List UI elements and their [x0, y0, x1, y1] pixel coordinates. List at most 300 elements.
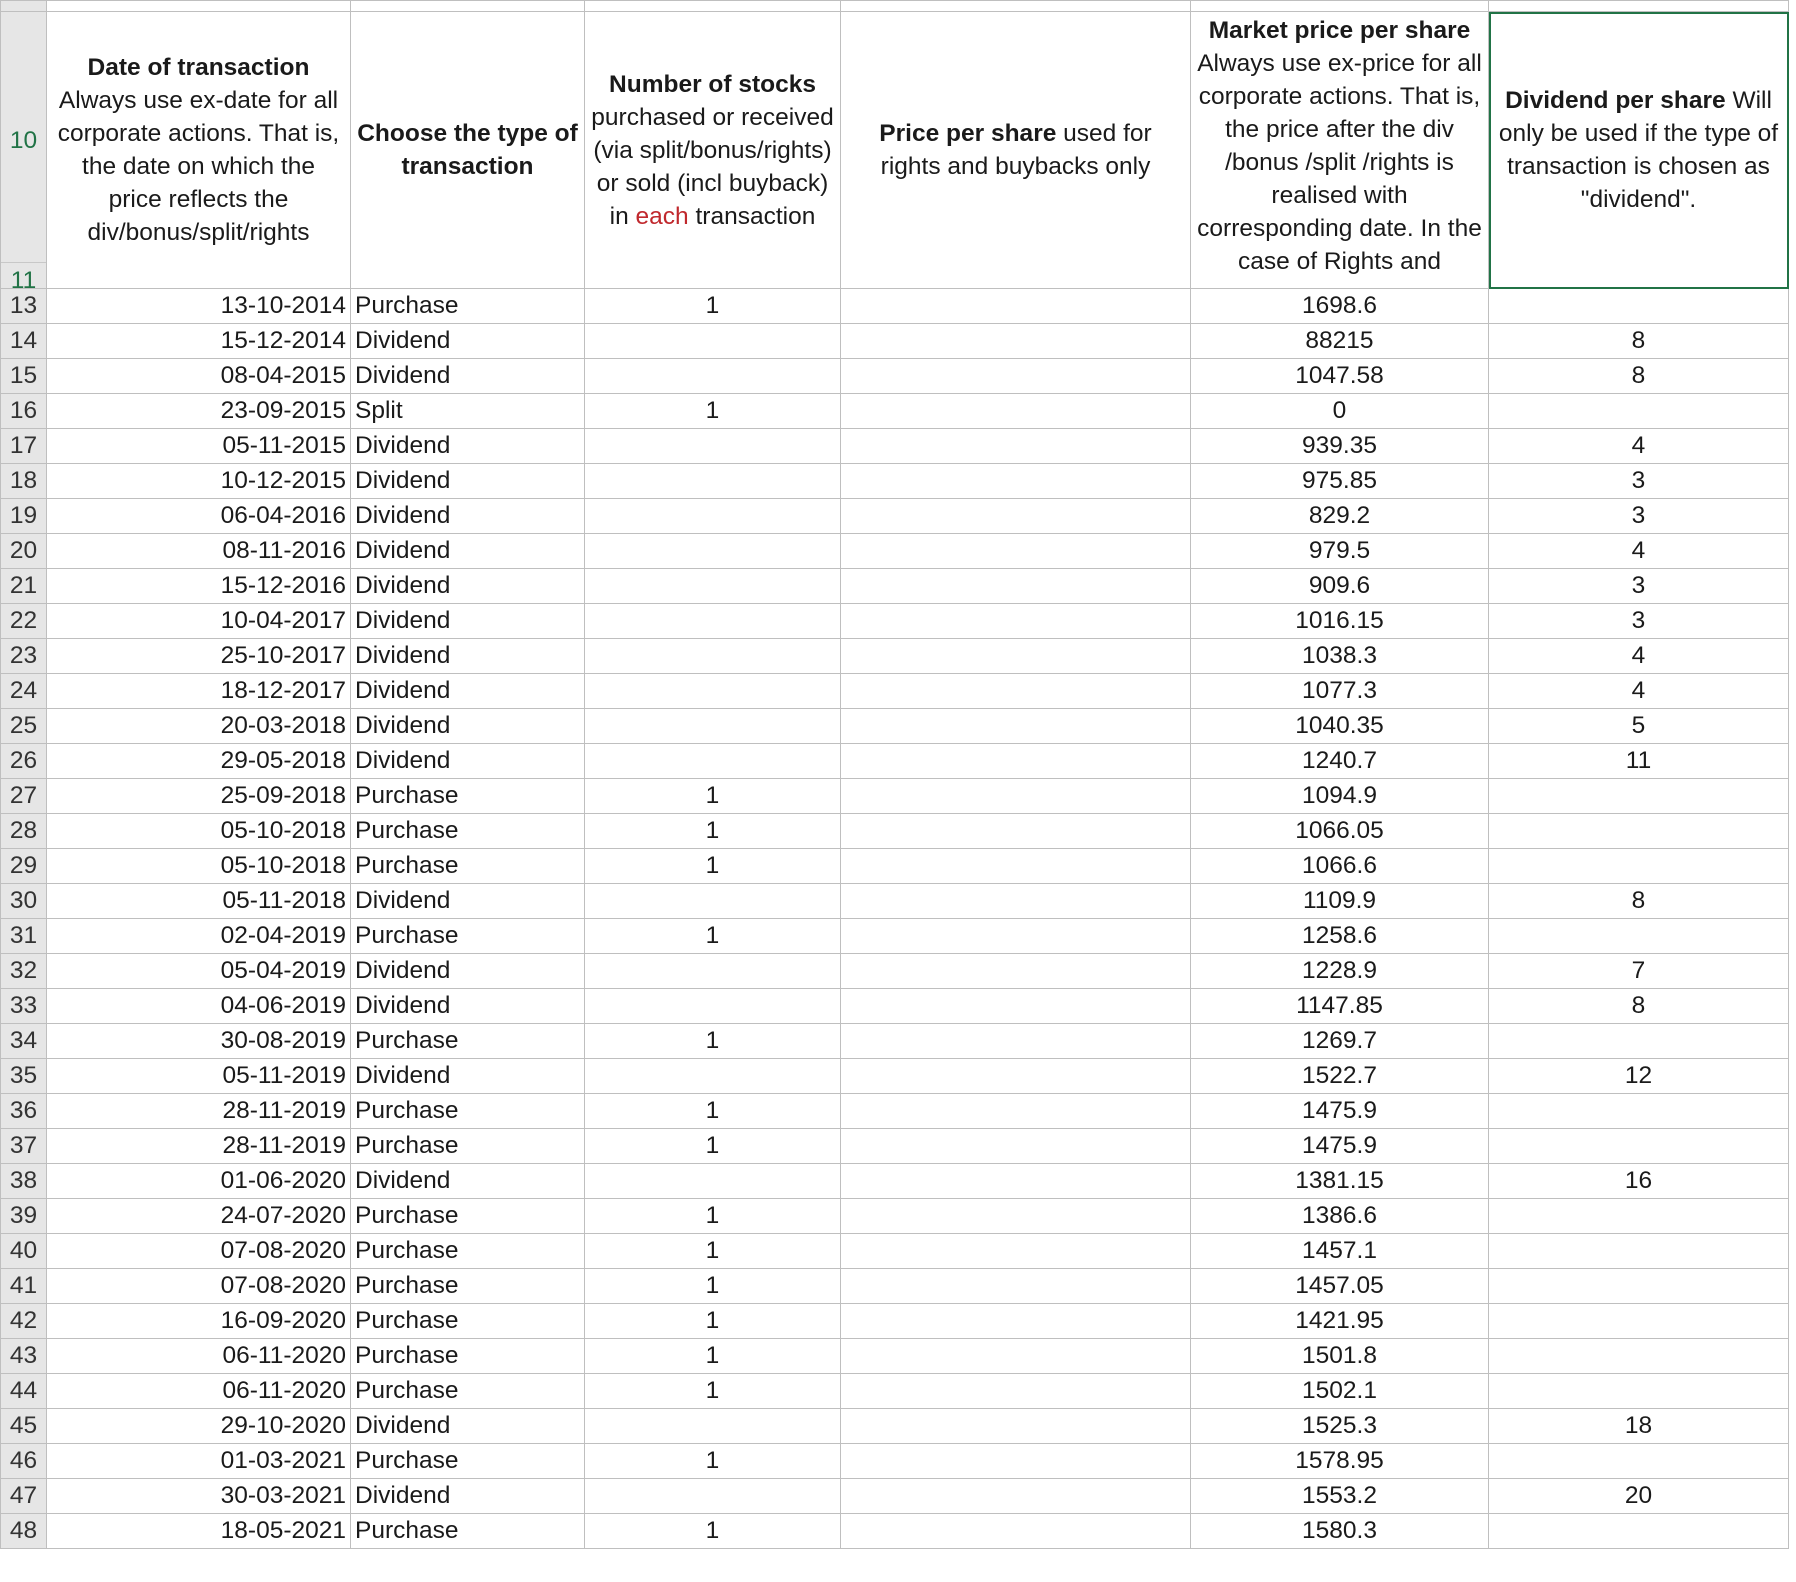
row-number[interactable]: 37 — [1, 1129, 47, 1164]
cell-date[interactable]: 08-04-2015 — [47, 359, 351, 394]
cell-date[interactable]: 10-12-2015 — [47, 464, 351, 499]
cell-type[interactable]: Dividend — [351, 1479, 585, 1514]
cell-dividend[interactable] — [1489, 1129, 1789, 1164]
row-number[interactable]: 43 — [1, 1339, 47, 1374]
cell-date[interactable]: 05-04-2019 — [47, 954, 351, 989]
cell-stocks[interactable]: 1 — [585, 1024, 841, 1059]
cell-dividend[interactable]: 8 — [1489, 359, 1789, 394]
cell-date[interactable]: 29-05-2018 — [47, 744, 351, 779]
cell-stocks[interactable]: 1 — [585, 1234, 841, 1269]
cell-type[interactable]: Purchase — [351, 289, 585, 324]
row-number-10[interactable]: 10 — [9, 127, 38, 154]
table-row — [1, 849, 1789, 884]
cell-market-price[interactable]: 909.6 — [1191, 569, 1489, 604]
cell-date[interactable]: 25-09-2018 — [47, 779, 351, 814]
cell-dividend[interactable]: 4 — [1489, 674, 1789, 709]
cell-market-price[interactable]: 1421.95 — [1191, 1304, 1489, 1339]
cell-stocks[interactable] — [585, 499, 841, 534]
cell-price[interactable] — [841, 1339, 1191, 1374]
cell-type[interactable]: Purchase — [351, 1094, 585, 1129]
cell-price[interactable] — [841, 674, 1191, 709]
header-price-text: used for rights and buybacks only — [880, 120, 1152, 180]
cell-market-price[interactable]: 1501.8 — [1191, 1339, 1489, 1374]
cell-stocks[interactable] — [585, 989, 841, 1024]
cell-stocks[interactable]: 1 — [585, 1094, 841, 1129]
cell-price[interactable] — [841, 1269, 1191, 1304]
cell-stocks[interactable]: 1 — [585, 1269, 841, 1304]
cell-date[interactable]: 01-03-2021 — [47, 1444, 351, 1479]
cell-type[interactable]: Dividend — [351, 884, 585, 919]
row-number[interactable]: 45 — [1, 1409, 47, 1444]
cell-dividend[interactable]: 3 — [1489, 464, 1789, 499]
cell-type[interactable]: Purchase — [351, 1339, 585, 1374]
cell-dividend[interactable] — [1489, 814, 1789, 849]
row-number[interactable]: 47 — [1, 1479, 47, 1514]
cell-dividend[interactable] — [1489, 1374, 1789, 1409]
cell-dividend[interactable]: 7 — [1489, 954, 1789, 989]
row-number[interactable]: 48 — [1, 1514, 47, 1549]
cell-date[interactable]: 08-11-2016 — [47, 534, 351, 569]
row-number[interactable]: 28 — [1, 814, 47, 849]
table-row — [1, 534, 1789, 569]
table-row — [1, 1094, 1789, 1129]
row-number[interactable]: 42 — [1, 1304, 47, 1339]
cell-dividend[interactable] — [1489, 1304, 1789, 1339]
cell-price[interactable] — [841, 429, 1191, 464]
cell-market-price[interactable]: 1502.1 — [1191, 1374, 1489, 1409]
cell-date[interactable]: 06-04-2016 — [47, 499, 351, 534]
cell-market-price[interactable]: 1457.1 — [1191, 1234, 1489, 1269]
cell-stocks[interactable] — [585, 954, 841, 989]
table-row — [1, 1374, 1789, 1409]
cell-market-price[interactable]: 1038.3 — [1191, 639, 1489, 674]
cell-dividend[interactable]: 11 — [1489, 744, 1789, 779]
cell-market-price[interactable]: 1077.3 — [1191, 674, 1489, 709]
cell-type[interactable]: Dividend — [351, 499, 585, 534]
cell-type[interactable]: Purchase — [351, 1269, 585, 1304]
cell-date[interactable]: 05-10-2018 — [47, 849, 351, 884]
cell-market-price[interactable]: 1386.6 — [1191, 1199, 1489, 1234]
cell-price[interactable] — [841, 1234, 1191, 1269]
table-row — [1, 1234, 1789, 1269]
cell-type[interactable]: Dividend — [351, 1164, 585, 1199]
row-number[interactable]: 32 — [1, 954, 47, 989]
cell-type[interactable]: Purchase — [351, 1374, 585, 1409]
cell-dividend[interactable]: 8 — [1489, 989, 1789, 1024]
cell-market-price[interactable]: 1147.85 — [1191, 989, 1489, 1024]
row-header-10-11[interactable] — [1, 12, 47, 289]
cell-date[interactable]: 29-10-2020 — [47, 1409, 351, 1444]
table-row — [1, 604, 1789, 639]
cell-type[interactable]: Dividend — [351, 534, 585, 569]
row-number[interactable]: 40 — [1, 1234, 47, 1269]
table-row — [1, 359, 1789, 394]
cell-date[interactable]: 04-06-2019 — [47, 989, 351, 1024]
cell-stocks[interactable] — [585, 1409, 841, 1444]
cell-stocks[interactable] — [585, 359, 841, 394]
cell-market-price[interactable]: 1066.6 — [1191, 849, 1489, 884]
cell-dividend[interactable]: 3 — [1489, 569, 1789, 604]
cell-date[interactable]: 13-10-2014 — [47, 289, 351, 324]
cell-price[interactable] — [841, 324, 1191, 359]
cell-price[interactable] — [841, 359, 1191, 394]
cell-date[interactable]: 24-07-2020 — [47, 1199, 351, 1234]
header-dividend-text: Will only be used if the type of transaction is chosen as "dividend". — [1498, 87, 1779, 213]
cell-price[interactable] — [841, 1479, 1191, 1514]
header-market-price[interactable] — [1191, 12, 1489, 289]
cell-stocks[interactable] — [585, 639, 841, 674]
cell-dividend[interactable]: 3 — [1489, 499, 1789, 534]
column-header-cut[interactable] — [351, 1, 585, 12]
cell-dividend[interactable]: 4 — [1489, 534, 1789, 569]
cell-stocks[interactable]: 1 — [585, 1444, 841, 1479]
cell-price[interactable] — [841, 1024, 1191, 1059]
cell-date[interactable]: 23-09-2015 — [47, 394, 351, 429]
header-dividend-per-share[interactable] — [1489, 12, 1789, 289]
cell-market-price[interactable]: 88215 — [1191, 324, 1489, 359]
cell-market-price[interactable]: 1698.6 — [1191, 289, 1489, 324]
row-number[interactable]: 46 — [1, 1444, 47, 1479]
cell-stocks[interactable]: 1 — [585, 814, 841, 849]
header-type-title: Choose the type of transaction — [357, 120, 578, 180]
cell-market-price[interactable]: 1381.15 — [1191, 1164, 1489, 1199]
cell-stocks[interactable]: 1 — [585, 1304, 841, 1339]
cell-date[interactable]: 18-05-2021 — [47, 1514, 351, 1549]
row-number[interactable]: 20 — [1, 534, 47, 569]
cell-stocks[interactable] — [585, 604, 841, 639]
header-date-of-transaction[interactable] — [47, 12, 351, 289]
row-number[interactable]: 23 — [1, 639, 47, 674]
row-number[interactable]: 34 — [1, 1024, 47, 1059]
cell-stocks[interactable] — [585, 1479, 841, 1514]
header-dividend-title: Dividend per share — [1505, 87, 1726, 114]
cell-price[interactable] — [841, 1374, 1191, 1409]
cell-market-price[interactable]: 1522.7 — [1191, 1059, 1489, 1094]
cell-market-price[interactable]: 1258.6 — [1191, 919, 1489, 954]
cell-date[interactable]: 28-11-2019 — [47, 1094, 351, 1129]
cell-date[interactable]: 05-11-2018 — [47, 884, 351, 919]
cell-market-price[interactable]: 829.2 — [1191, 499, 1489, 534]
cell-price[interactable] — [841, 1059, 1191, 1094]
cell-type[interactable]: Dividend — [351, 1409, 585, 1444]
cell-market-price[interactable]: 1040.35 — [1191, 709, 1489, 744]
cell-type[interactable]: Dividend — [351, 674, 585, 709]
table-row — [1, 744, 1789, 779]
cell-price[interactable] — [841, 884, 1191, 919]
cell-date[interactable]: 18-12-2017 — [47, 674, 351, 709]
cell-price[interactable] — [841, 499, 1191, 534]
cell-price[interactable] — [841, 1409, 1191, 1444]
row-number[interactable]: 17 — [1, 429, 47, 464]
header-row — [1, 12, 1789, 289]
row-number[interactable]: 33 — [1, 989, 47, 1024]
column-header-cut[interactable] — [585, 1, 841, 12]
cell-price[interactable] — [841, 744, 1191, 779]
cell-type[interactable]: Dividend — [351, 744, 585, 779]
cell-market-price[interactable]: 1240.7 — [1191, 744, 1489, 779]
column-header-cut[interactable] — [1191, 1, 1489, 12]
table-row — [1, 289, 1789, 324]
cell-dividend[interactable]: 8 — [1489, 324, 1789, 359]
cell-price[interactable] — [841, 1444, 1191, 1479]
table-row — [1, 1199, 1789, 1234]
row-number[interactable]: 18 — [1, 464, 47, 499]
row-number[interactable]: 19 — [1, 499, 47, 534]
table-row — [1, 1129, 1789, 1164]
cell-stocks[interactable]: 1 — [585, 394, 841, 429]
cell-dividend[interactable]: 16 — [1489, 1164, 1789, 1199]
cell-market-price[interactable]: 1580.3 — [1191, 1514, 1489, 1549]
row-number[interactable]: 15 — [1, 359, 47, 394]
cell-date[interactable]: 30-03-2021 — [47, 1479, 351, 1514]
row-number[interactable]: 29 — [1, 849, 47, 884]
cell-type[interactable]: Dividend — [351, 954, 585, 989]
cell-stocks[interactable] — [585, 1059, 841, 1094]
cell-date[interactable]: 20-03-2018 — [47, 709, 351, 744]
cell-market-price[interactable]: 1525.3 — [1191, 1409, 1489, 1444]
cell-dividend[interactable] — [1489, 849, 1789, 884]
table-row — [1, 1304, 1789, 1339]
cell-market-price[interactable]: 1109.9 — [1191, 884, 1489, 919]
cell-stocks[interactable] — [585, 1164, 841, 1199]
cell-stocks[interactable]: 1 — [585, 1374, 841, 1409]
row-number[interactable]: 30 — [1, 884, 47, 919]
cell-date[interactable]: 05-11-2015 — [47, 429, 351, 464]
cell-type[interactable]: Dividend — [351, 324, 585, 359]
header-stocks-text-after: transaction — [695, 202, 816, 230]
cell-price[interactable] — [841, 464, 1191, 499]
cell-type[interactable]: Purchase — [351, 849, 585, 884]
table-row — [1, 1059, 1789, 1094]
cell-date[interactable]: 02-04-2019 — [47, 919, 351, 954]
column-header-cut[interactable] — [47, 1, 351, 12]
row-number[interactable]: 39 — [1, 1199, 47, 1234]
cell-stocks[interactable] — [585, 744, 841, 779]
cell-market-price[interactable]: 1094.9 — [1191, 779, 1489, 814]
cell-stocks[interactable] — [585, 534, 841, 569]
column-header-cut[interactable] — [1489, 1, 1789, 12]
cell-market-price[interactable]: 1066.05 — [1191, 814, 1489, 849]
cell-stocks[interactable]: 1 — [585, 1199, 841, 1234]
table-row — [1, 954, 1789, 989]
cell-type[interactable]: Dividend — [351, 709, 585, 744]
cell-stocks[interactable]: 1 — [585, 849, 841, 884]
cell-type[interactable]: Purchase — [351, 1129, 585, 1164]
cell-date[interactable]: 05-11-2019 — [47, 1059, 351, 1094]
cell-price[interactable] — [841, 639, 1191, 674]
cell-date[interactable]: 25-10-2017 — [47, 639, 351, 674]
cell-dividend[interactable] — [1489, 1199, 1789, 1234]
cell-date[interactable]: 05-10-2018 — [47, 814, 351, 849]
row-number-11[interactable]: 11 — [10, 267, 37, 289]
cell-stocks[interactable]: 1 — [585, 919, 841, 954]
cell-dividend[interactable] — [1489, 779, 1789, 814]
cell-date[interactable]: 30-08-2019 — [47, 1024, 351, 1059]
row-number[interactable]: 24 — [1, 674, 47, 709]
cell-type[interactable]: Purchase — [351, 1199, 585, 1234]
cell-date[interactable]: 15-12-2016 — [47, 569, 351, 604]
table-row — [1, 814, 1789, 849]
cell-date[interactable]: 16-09-2020 — [47, 1304, 351, 1339]
row-number[interactable]: 14 — [1, 324, 47, 359]
cell-type[interactable]: Dividend — [351, 429, 585, 464]
row-number[interactable]: 16 — [1, 394, 47, 429]
cell-market-price[interactable]: 0 — [1191, 394, 1489, 429]
cell-market-price[interactable]: 979.5 — [1191, 534, 1489, 569]
cell-market-price[interactable]: 1553.2 — [1191, 1479, 1489, 1514]
cell-date[interactable]: 15-12-2014 — [47, 324, 351, 359]
cell-date[interactable]: 01-06-2020 — [47, 1164, 351, 1199]
cell-stocks[interactable]: 1 — [585, 1339, 841, 1374]
cell-market-price[interactable]: 1578.95 — [1191, 1444, 1489, 1479]
cell-dividend[interactable]: 18 — [1489, 1409, 1789, 1444]
cell-price[interactable] — [841, 1304, 1191, 1339]
cell-price[interactable] — [841, 1514, 1191, 1549]
cell-type[interactable]: Dividend — [351, 359, 585, 394]
cell-stocks[interactable] — [585, 709, 841, 744]
row-number[interactable]: 26 — [1, 744, 47, 779]
cell-price[interactable] — [841, 534, 1191, 569]
cell-type[interactable]: Dividend — [351, 639, 585, 674]
cell-dividend[interactable] — [1489, 1094, 1789, 1129]
cell-price[interactable] — [841, 1094, 1191, 1129]
cell-type[interactable]: Dividend — [351, 604, 585, 639]
cell-market-price[interactable]: 1269.7 — [1191, 1024, 1489, 1059]
cell-type[interactable]: Dividend — [351, 1059, 585, 1094]
cell-price[interactable] — [841, 779, 1191, 814]
cell-price[interactable] — [841, 1199, 1191, 1234]
cell-type[interactable]: Dividend — [351, 989, 585, 1024]
row-number[interactable]: 22 — [1, 604, 47, 639]
cell-price[interactable] — [841, 394, 1191, 429]
row-number[interactable]: 41 — [1, 1269, 47, 1304]
cell-stocks[interactable]: 1 — [585, 779, 841, 814]
cell-dividend[interactable] — [1489, 289, 1789, 324]
cell-dividend[interactable]: 5 — [1489, 709, 1789, 744]
cell-date[interactable]: 10-04-2017 — [47, 604, 351, 639]
cell-price[interactable] — [841, 289, 1191, 324]
cell-dividend[interactable] — [1489, 1024, 1789, 1059]
cell-date[interactable]: 28-11-2019 — [47, 1129, 351, 1164]
header-price-per-share[interactable] — [841, 12, 1191, 289]
header-stocks-title: Number of stocks — [609, 70, 816, 98]
cell-market-price[interactable]: 1457.05 — [1191, 1269, 1489, 1304]
header-number-of-stocks[interactable] — [585, 12, 841, 289]
cell-market-price[interactable]: 939.35 — [1191, 429, 1489, 464]
cell-type[interactable]: Dividend — [351, 464, 585, 499]
cell-price[interactable] — [841, 989, 1191, 1024]
table-row — [1, 779, 1789, 814]
cell-price[interactable] — [841, 709, 1191, 744]
cell-dividend[interactable] — [1489, 1234, 1789, 1269]
table-row — [1, 709, 1789, 744]
cell-dividend[interactable]: 3 — [1489, 604, 1789, 639]
cell-type[interactable]: Purchase — [351, 1234, 585, 1269]
cell-price[interactable] — [841, 954, 1191, 989]
table-row — [1, 1514, 1789, 1549]
cell-type[interactable]: Purchase — [351, 1304, 585, 1339]
cell-type[interactable]: Purchase — [351, 1444, 585, 1479]
cell-stocks[interactable] — [585, 324, 841, 359]
cell-stocks[interactable]: 1 — [585, 1514, 841, 1549]
cell-stocks[interactable] — [585, 674, 841, 709]
cell-price[interactable] — [841, 604, 1191, 639]
cell-market-price[interactable]: 1475.9 — [1191, 1129, 1489, 1164]
cell-dividend[interactable] — [1489, 1514, 1789, 1549]
cell-dividend[interactable] — [1489, 1444, 1789, 1479]
cell-type[interactable]: Purchase — [351, 1514, 585, 1549]
cell-market-price[interactable]: 1228.9 — [1191, 954, 1489, 989]
table-row — [1, 464, 1789, 499]
cell-dividend[interactable]: 20 — [1489, 1479, 1789, 1514]
cell-price[interactable] — [841, 569, 1191, 604]
cell-date[interactable]: 06-11-2020 — [47, 1374, 351, 1409]
table-row — [1, 499, 1789, 534]
table-row — [1, 324, 1789, 359]
column-header-cut[interactable] — [841, 1, 1191, 12]
cell-dividend[interactable] — [1489, 1269, 1789, 1304]
cell-price[interactable] — [841, 1129, 1191, 1164]
row-number[interactable]: 25 — [1, 709, 47, 744]
cell-stocks[interactable] — [585, 464, 841, 499]
cell-type[interactable]: Dividend — [351, 569, 585, 604]
cell-price[interactable] — [841, 919, 1191, 954]
row-number[interactable]: 27 — [1, 779, 47, 814]
cell-market-price[interactable]: 1475.9 — [1191, 1094, 1489, 1129]
cell-dividend[interactable]: 8 — [1489, 884, 1789, 919]
cell-dividend[interactable] — [1489, 394, 1789, 429]
column-header-strip — [1, 1, 1789, 12]
cell-stocks[interactable]: 1 — [585, 289, 841, 324]
row-number[interactable]: 31 — [1, 919, 47, 954]
cell-dividend[interactable]: 12 — [1489, 1059, 1789, 1094]
cell-market-price[interactable]: 1016.15 — [1191, 604, 1489, 639]
cell-price[interactable] — [841, 1164, 1191, 1199]
row-number[interactable]: 13 — [1, 289, 47, 324]
cell-stocks[interactable] — [585, 429, 841, 464]
row-number[interactable]: 44 — [1, 1374, 47, 1409]
cell-market-price[interactable]: 975.85 — [1191, 464, 1489, 499]
cell-dividend[interactable]: 4 — [1489, 639, 1789, 674]
cell-type[interactable]: Purchase — [351, 1024, 585, 1059]
cell-stocks[interactable] — [585, 569, 841, 604]
table-row — [1, 394, 1789, 429]
cell-price[interactable] — [841, 814, 1191, 849]
cell-dividend[interactable] — [1489, 1339, 1789, 1374]
table-row — [1, 989, 1789, 1024]
cell-date[interactable]: 07-08-2020 — [47, 1269, 351, 1304]
header-transaction-type[interactable] — [351, 12, 585, 289]
cell-date[interactable]: 07-08-2020 — [47, 1234, 351, 1269]
cell-dividend[interactable]: 4 — [1489, 429, 1789, 464]
row-number[interactable]: 38 — [1, 1164, 47, 1199]
select-all-corner[interactable] — [1, 1, 47, 12]
table-row — [1, 1479, 1789, 1514]
cell-type[interactable]: Purchase — [351, 779, 585, 814]
row-number[interactable]: 35 — [1, 1059, 47, 1094]
cell-type[interactable]: Purchase — [351, 814, 585, 849]
cell-type[interactable]: Purchase — [351, 919, 585, 954]
cell-type[interactable]: Split — [351, 394, 585, 429]
cell-stocks[interactable] — [585, 884, 841, 919]
row-number[interactable]: 36 — [1, 1094, 47, 1129]
row-number[interactable]: 21 — [1, 569, 47, 604]
cell-date[interactable]: 06-11-2020 — [47, 1339, 351, 1374]
cell-dividend[interactable] — [1489, 919, 1789, 954]
cell-market-price[interactable]: 1047.58 — [1191, 359, 1489, 394]
cell-price[interactable] — [841, 849, 1191, 884]
cell-stocks[interactable]: 1 — [585, 1129, 841, 1164]
